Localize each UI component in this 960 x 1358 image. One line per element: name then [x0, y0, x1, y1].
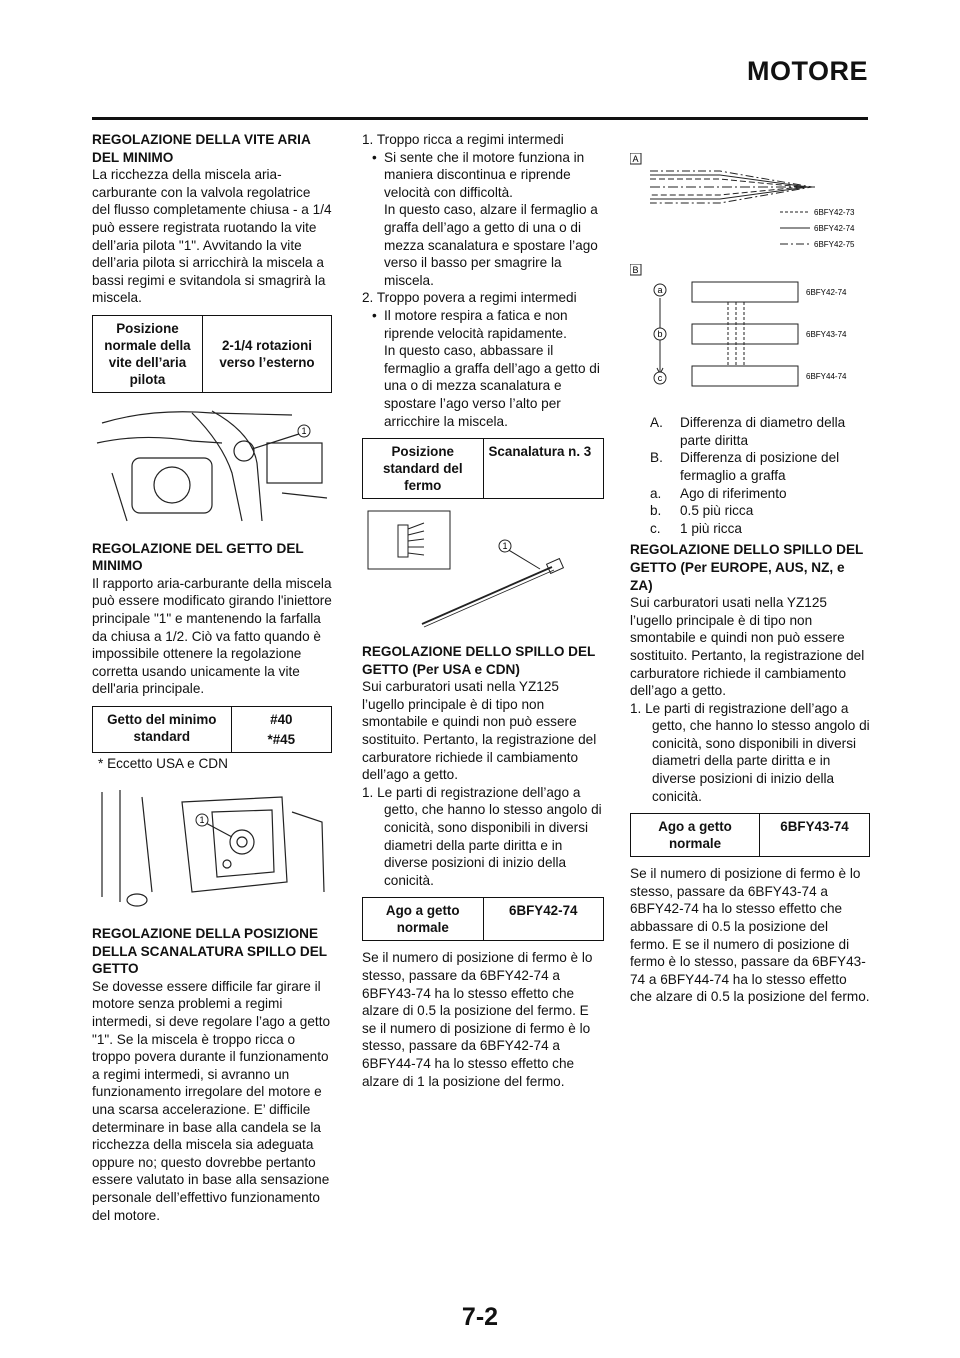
- section-text-needle-usa-end: Se il numero di posizione di fermo è lo stesso, passare da 6BFY42-74 a 6BFY43-74 ha lo stesso effetto che alzare di 0.5 la posizione del fermo. E se il numero di posizione di fermo è lo stesso, passare da 6BFY42-74 a 6BFY44-74 ha lo stesso effetto che alzare di 1 la posizione del fermo.: [362, 950, 593, 1089]
- page-title: MOTORE: [746, 56, 868, 86]
- spec-value: [231, 706, 331, 752]
- column-2: [362, 131, 604, 1090]
- legend-needle-1: 6BFY42-73: [814, 208, 855, 217]
- spec-table-needle-usa: [362, 897, 604, 941]
- section-heading-needle-eu: REGOLAZIONE DELLO SPILLO DEL GETTO (Per EUROPE, AUS, NZ, e ZA): [630, 542, 864, 593]
- spec-value: 6BFY43-74: [760, 814, 870, 857]
- spec-value: 2-1/4 rotazioni verso l’esterno: [202, 315, 331, 392]
- text-too-rich-fix: In questo caso, alzare il fermaglio a graffa dell’ago a getto di una o di mezza scanalatura e spostare l’ago verso il basso per smagrire la miscela.: [384, 202, 598, 288]
- section-heading-needle-clip: REGOLAZIONE DELLA POSIZIONE DELLA SCANALATURA SPILLO DEL GETTO: [92, 926, 327, 977]
- legend-needle-3: 6BFY42-75: [814, 240, 855, 249]
- spec-value-standard: #40: [270, 711, 293, 727]
- list-item-too-rich: 1. Troppo ricca a regimi intermedi: [362, 132, 564, 147]
- section-text-needle-usa: Sui carburatori usati nella YZ125 l’ugello principale è di tipo non smontabile e quindi non può essere sostituito. Pertanto, la registrazione del carburatore richiede il cambiamento dell’ago a getto.: [362, 679, 597, 783]
- spec-key: Ago a getto normale: [631, 814, 760, 857]
- figure-needle-diameter: [630, 153, 870, 258]
- figure-pilot-jet: [92, 782, 332, 915]
- section-text-needle-clip: Se dovesse essere difficile far girare il motore senza problemi a regimi intermedi, si deve regolare l’ago a getto "1". Se la miscela è troppo ricca o troppo povera durante il funzionamento a regimi intermedi, si avranno un funzionamento irregolare del motore e una scarsa accelerazione. E’ difficile determinare in base alla candela se la ricchezza della miscela sia adeguata oppure no; questo dovrebbe pertanto essere valutato in base alla sensazione personale dell’effettivo funzionamento del motore.: [92, 978, 331, 1223]
- figure-row-label-3: 6BFY44-74: [806, 371, 847, 381]
- page-number: 7-2: [461, 1303, 499, 1331]
- spec-value: Scanalatura n. 3: [483, 439, 604, 499]
- figure-callout: 1: [199, 815, 205, 826]
- figure-callout: 1: [301, 425, 307, 436]
- figure-label-b: B: [632, 264, 639, 275]
- figure-callout-c: c: [657, 372, 663, 383]
- bullet-too-rich: • Si sente che il motore funziona in maniera discontinua e riprende velocità con difficoltà.: [372, 149, 585, 200]
- figure-row-label-1: 6BFY42-74: [806, 287, 847, 297]
- legend-item: A. Differenza di diametro della parte diritta: [650, 415, 846, 448]
- spec-table-pilot-jet: [92, 706, 332, 753]
- spec-key: Getto del minimo standard: [93, 706, 232, 752]
- spec-value-alt: *#45: [267, 731, 296, 747]
- text-too-lean-fix: In questo caso, abbassare il fermaglio a graffa dell’ago a getto di una o di mezza scanalatura e spostare l’ago verso l’alto per arricchire la miscela.: [384, 343, 600, 429]
- list-item-needle-usa: 1. Le parti di registrazione dell’ago a getto, che hanno lo stesso angolo di conicità, sono disponibili in diversi diametri della parte diritta e in diverse posizioni di inizio della conicità.: [362, 784, 602, 888]
- spec-value: 6BFY42-74: [483, 898, 604, 941]
- figure-jet-needle: [362, 509, 604, 633]
- column-3: [630, 131, 870, 1006]
- spec-table-needle-eu: [630, 813, 870, 857]
- legend-needle-2: 6BFY42-74: [814, 224, 855, 233]
- section-text-needle-eu: Sui carburatori usati nella YZ125 l’ugello principale è di tipo non smontabile e quindi non può essere sostituito. Pertanto, la registrazione del carburatore richiede il cambiamento dell’ago a getto.: [630, 595, 865, 699]
- figure-callout-a: a: [657, 284, 663, 295]
- legend-item: c. 1 più ricca: [650, 520, 742, 536]
- spec-footnote: * Eccetto USA e CDN: [98, 755, 228, 771]
- legend-item: b. 0.5 più ricca: [650, 503, 754, 519]
- list-item-needle-eu: 1. Le parti di registrazione dell’ago a getto, che hanno lo stesso angolo di conicità, sono disponibili in diversi diametri della parte diritta e in diverse posizioni di inizio della conicità.: [630, 700, 870, 804]
- spec-key: Posizione standard del fermo: [363, 439, 484, 499]
- section-heading-needle-usa: REGOLAZIONE DELLO SPILLO DEL GETTO (Per USA e CDN): [362, 644, 596, 677]
- column-1: [92, 131, 332, 1224]
- legend-item: a. Ago di riferimento: [650, 485, 787, 501]
- figure-callout-b: b: [657, 328, 663, 339]
- figure-row-label-2: 6BFY43-74: [806, 329, 847, 339]
- section-text-pilot-jet: Il rapporto aria-carburante della miscela può essere modificato girando l'iniettore principale "1" e mantenendo la farfalla da chiusa a 1/2. Ciò va fatto quando è impossibile ottenere la regolazione corretta usando unicamente la vite dell'aria principale.: [92, 575, 332, 697]
- spec-key: Posizione normale della vite dell’aria pilota: [93, 315, 203, 392]
- legend-item: B. Differenza di posizione del fermaglio a graffa: [650, 450, 840, 483]
- section-heading-pilot-jet: REGOLAZIONE DEL GETTO DEL MINIMO: [92, 540, 304, 574]
- figure-clip-position: [630, 264, 870, 405]
- spec-key: Ago a getto normale: [363, 898, 484, 941]
- figure-legend: [630, 414, 870, 537]
- spec-table-clip-position: [362, 438, 604, 499]
- list-item-too-lean: 2. Troppo povera a regimi intermedi: [362, 290, 577, 306]
- spec-table-pilot-air: [92, 315, 332, 393]
- section-text-pilot-air: La ricchezza della miscela aria-carburante con la valvola regolatrice del flusso completamente chiusa - a 1/4 può essere registrata ruotando la vite dell’aria pilota "1". Avvitando la vite dell’aria pilota si arricchirà la miscela a bassi regimi e svitandola si smagrirà la miscela.: [92, 167, 332, 306]
- figure-callout: 1: [502, 541, 508, 552]
- section-heading-pilot-air: REGOLAZIONE DELLA VITE ARIA DEL MINIMO: [92, 132, 311, 165]
- figure-label-a: A: [632, 154, 639, 164]
- bullet-too-lean: • Il motore respira a fatica e non riprende velocità rapidamente.: [372, 307, 568, 341]
- header-rule: [92, 117, 868, 120]
- section-text-needle-eu-end: Se il numero di posizione di fermo è lo stesso, passare da 6BFY43-74 a 6BFY42-74 ha lo stesso effetto che abbassare di 0.5 la posizione del fermo. E se il numero di posizione di fermo è lo stesso, passare da 6BFY43-74 a 6BFY44-74 ha lo stesso effetto che alzare di 0.5 la posizione del fermo.: [630, 866, 870, 1005]
- figure-pilot-air-screw: [92, 403, 332, 530]
